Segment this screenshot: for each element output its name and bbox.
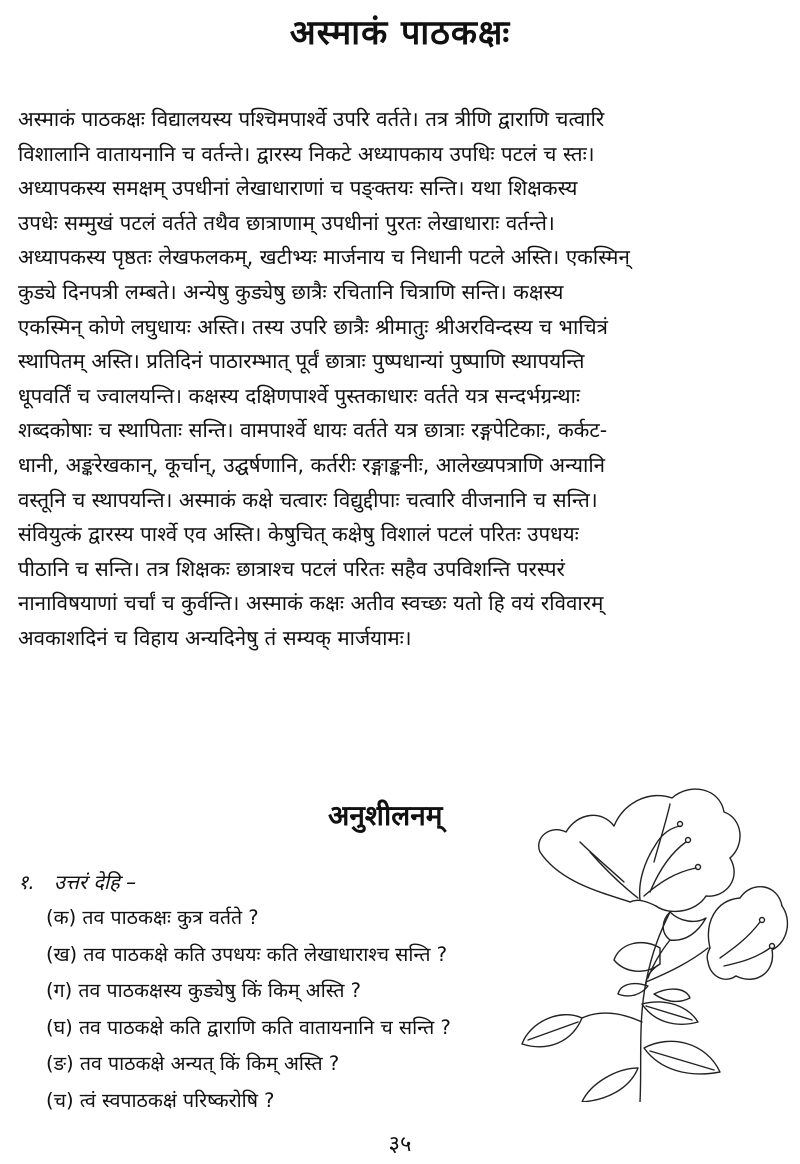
paragraph-line: अवकाशदिनं च विहाय अन्यदिनेषु तं सम्यक् मार्जयामः। (18, 625, 412, 650)
question-item: (ख) तव पाठकक्षे कति उपधयः कति लेखाधाराश्च सन्ति ? (46, 942, 448, 966)
paragraph-line: धूपवर्तिं च ज्वालयन्ति। कक्षस्य दक्षिणपार्श्वे पुस्तकाधारः वर्तते यत्र सन्दर्भग्रन्थाः (18, 383, 581, 408)
paragraph-line: संवियुत्कं द्वारस्य पार्श्वे एव अस्ति। केषुचित् कक्षेषु विशालं पटलं परितः उपधयः (18, 522, 579, 547)
question-item: (च) त्वं स्वपाठकक्षं परिष्करोषि ? (46, 1088, 275, 1112)
paragraph-line: नानाविषयाणां चर्चां च कुर्वन्ति। अस्माकं कक्षः अतीव स्वच्छः यतो हि वयं रविवारम् (18, 591, 604, 616)
question-number: १. (18, 870, 35, 894)
paragraph-line: अध्यापकस्य पृष्ठतः लेखफलकम्, खटीभ्यः मार्जनाय च निधानी पटले अस्ति। एकस्मिन् (18, 245, 630, 270)
page-title: अस्माकं पाठकक्षः (289, 13, 511, 53)
paragraph-line: उपधेः सम्मुखं पटलं वर्तते तथैव छात्राणाम् उपधीनां पुरतः लेखाधाराः वर्तन्ते। (18, 210, 555, 235)
exercise-title: अनुशीलनम् (328, 799, 443, 832)
question-heading (18, 868, 136, 895)
question-list (46, 900, 451, 1120)
question-item: (घ) तव पाठकक्षे कति द्वाराणि कति वातायनानि च सन्ति ? (46, 1015, 451, 1039)
paragraph-line: धानी, अङ्करेखकान्, कूर्चान्, उद्घर्षणानि, कर्तरीः रङ्गाङ्कनीः, आलेख्यपत्राणि अन्यानि (18, 452, 606, 477)
question-item: (ङ) तव पाठकक्षे अन्यत् किं किम् अस्ति ? (46, 1052, 340, 1076)
paragraph-line: शब्दकोषाः च स्थापिताः सन्ति। वामपार्श्वे धायः वर्तते यत्र छात्राः रङ्गपेटिकाः, कर्कट- (18, 418, 608, 443)
flower-illustration (520, 772, 790, 1102)
paragraph-line: एकस्मिन् कोणे लघुधायः अस्ति। तस्य उपरि छात्रैः श्रीमातुः श्रीअरविन्दस्य च भाचित्रं (18, 314, 608, 339)
paragraph-line: अस्माकं पाठकक्षः विद्यालयस्य पश्चिमपार्श्वे उपरि वर्तते। तत्र त्रीणि द्वाराणि चत्वारि (18, 107, 605, 131)
paragraph-line: कुड्ये दिनपत्री लम्बते। अन्येषु कुड्येषु छात्रैः रचितानि चित्राणि सन्ति। कक्षस्य (18, 279, 564, 304)
question-item: (क) तव पाठकक्षः कुत्र वर्तते ? (46, 906, 259, 929)
paragraph-line: स्थापितम् अस्ति। प्रतिदिनं पाठारम्भात् पूर्वं छात्राः पुष्पधान्यां पुष्पाणि स्थापयन्ति (18, 349, 585, 374)
question-heading-text: उत्तरं देहि – (54, 870, 137, 894)
lesson-paragraph (18, 102, 784, 656)
page-number: ३५ (388, 1132, 412, 1157)
question-item: (ग) तव पाठकक्षस्य कुड्येषु किं किम् अस्ति ? (46, 979, 362, 1003)
paragraph-line: विशालानि वातायनानि च वर्तन्ते। द्वारस्य निकटे अध्यापकाय उपधिः पटलं च स्तः। (18, 141, 595, 166)
paragraph-line: वस्तूनि च स्थापयन्ति। अस्माकं कक्षे चत्वारः विद्युद्दीपाः चत्वारि वीजनानि च सन्ति। (18, 487, 598, 512)
paragraph-line: पीठानि च सन्ति। तत्र शिक्षकः छात्राश्च पटलं परितः सहैव उपविशन्ति परस्परं (18, 556, 565, 581)
paragraph-line: अध्यापकस्य समक्षम् उपधीनां लेखाधाराणां च पङ्क्तयः सन्ति। यथा शिक्षकस्य (18, 176, 578, 201)
